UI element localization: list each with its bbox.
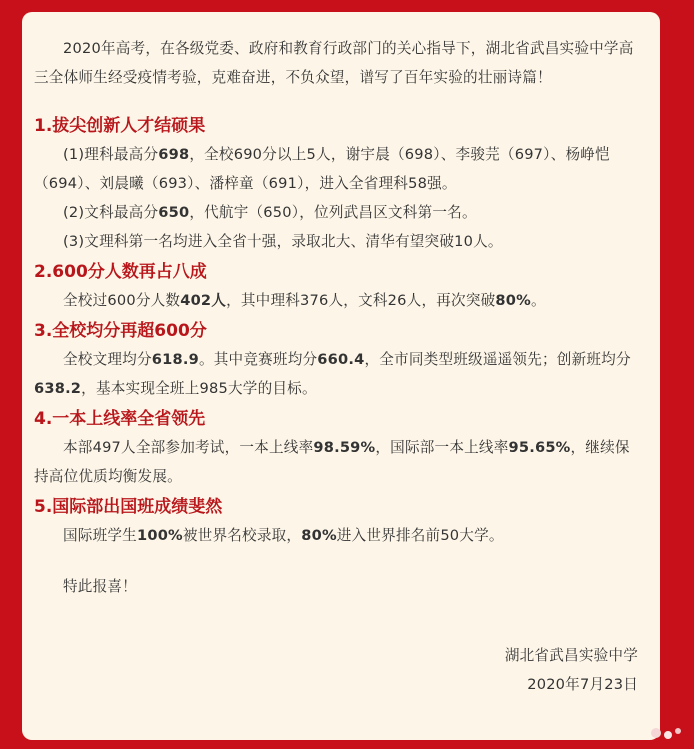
announcement-card	[22, 12, 660, 740]
section-4-title: 4.一本上线率全省领先	[34, 409, 206, 429]
text: 。其中竞赛班均分	[198, 351, 318, 368]
section-5-body	[34, 521, 638, 550]
text: ，全市同类型班级遥遥领先；创新班均分	[364, 351, 631, 368]
text: ，代航宇（650），位列武昌区文科第一名。	[189, 204, 477, 221]
text: 被世界名校录取，	[182, 527, 302, 544]
text: (2)文科最高分	[63, 204, 159, 221]
text: 国际班学生	[63, 527, 137, 544]
spacer	[34, 550, 638, 572]
text: 进入世界排名前50大学。	[336, 527, 504, 544]
section-2-body	[34, 286, 638, 315]
flower-decoration-icon	[646, 721, 686, 743]
text: 。	[530, 292, 546, 309]
section-1-item-2	[34, 198, 638, 227]
highlight: 660.4	[317, 351, 365, 368]
section-3-body	[34, 345, 638, 403]
section-5	[34, 493, 638, 550]
text: (1)理科最高分	[63, 146, 159, 163]
section-1-item-1	[34, 140, 638, 198]
section-4-body	[34, 433, 638, 491]
highlight: 650	[158, 204, 190, 221]
highlight: 698	[158, 146, 190, 163]
closing-line: 特此报喜！	[63, 578, 137, 595]
text: 本部497人全部参加考试，一本上线率	[63, 439, 314, 456]
text: ，国际部一本上线率	[375, 439, 509, 456]
text: 全校过600分人数	[63, 292, 181, 309]
signature-org: 湖北省武昌实验中学	[504, 647, 638, 664]
highlight: 95.65%	[508, 439, 571, 456]
highlight: 80%	[301, 527, 337, 544]
section-5-title: 5.国际部出国班成绩斐然	[34, 497, 223, 517]
text: ，基本实现全班上985大学的目标。	[81, 380, 317, 397]
highlight: 402人	[180, 292, 227, 309]
section-2-title: 2.600分人数再占八成	[34, 262, 207, 282]
text: 全校文理均分	[63, 351, 152, 368]
text: ，其中理科376人，文科26人，再次突破	[226, 292, 496, 309]
highlight: 100%	[136, 527, 183, 544]
highlight: 638.2	[34, 380, 82, 397]
highlight: 80%	[495, 292, 531, 309]
signature-date: 2020年7月23日	[527, 676, 638, 693]
highlight: 618.9	[151, 351, 199, 368]
text: ，全校690分以上5人，谢宇晨（698）、李骏芫（697）、杨峥恺（694）、刘晨曦（693）、潘梓童（691），进入全省理科58强。	[34, 146, 610, 192]
text: ，继续保持高位优质均衡发展。	[34, 439, 630, 485]
spacer	[34, 601, 638, 641]
section-1-title: 1.拔尖创新人才结硕果	[34, 116, 206, 136]
section-3	[34, 317, 638, 403]
section-1	[34, 112, 638, 256]
section-1-item-3: (3)文理科第一名均进入全省十强，录取北大、清华有望突破10人。	[63, 233, 503, 250]
section-3-title: 3.全校均分再超600分	[34, 321, 207, 341]
intro-paragraph: 2020年高考，在各级党委、政府和教育行政部门的关心指导下，湖北省武昌实验中学高三全体师生经受疫情考验，克难奋进，不负众望，谱写了百年实验的壮丽诗篇！	[34, 40, 634, 86]
section-2	[34, 258, 638, 315]
highlight: 98.59%	[313, 439, 376, 456]
section-4	[34, 405, 638, 491]
